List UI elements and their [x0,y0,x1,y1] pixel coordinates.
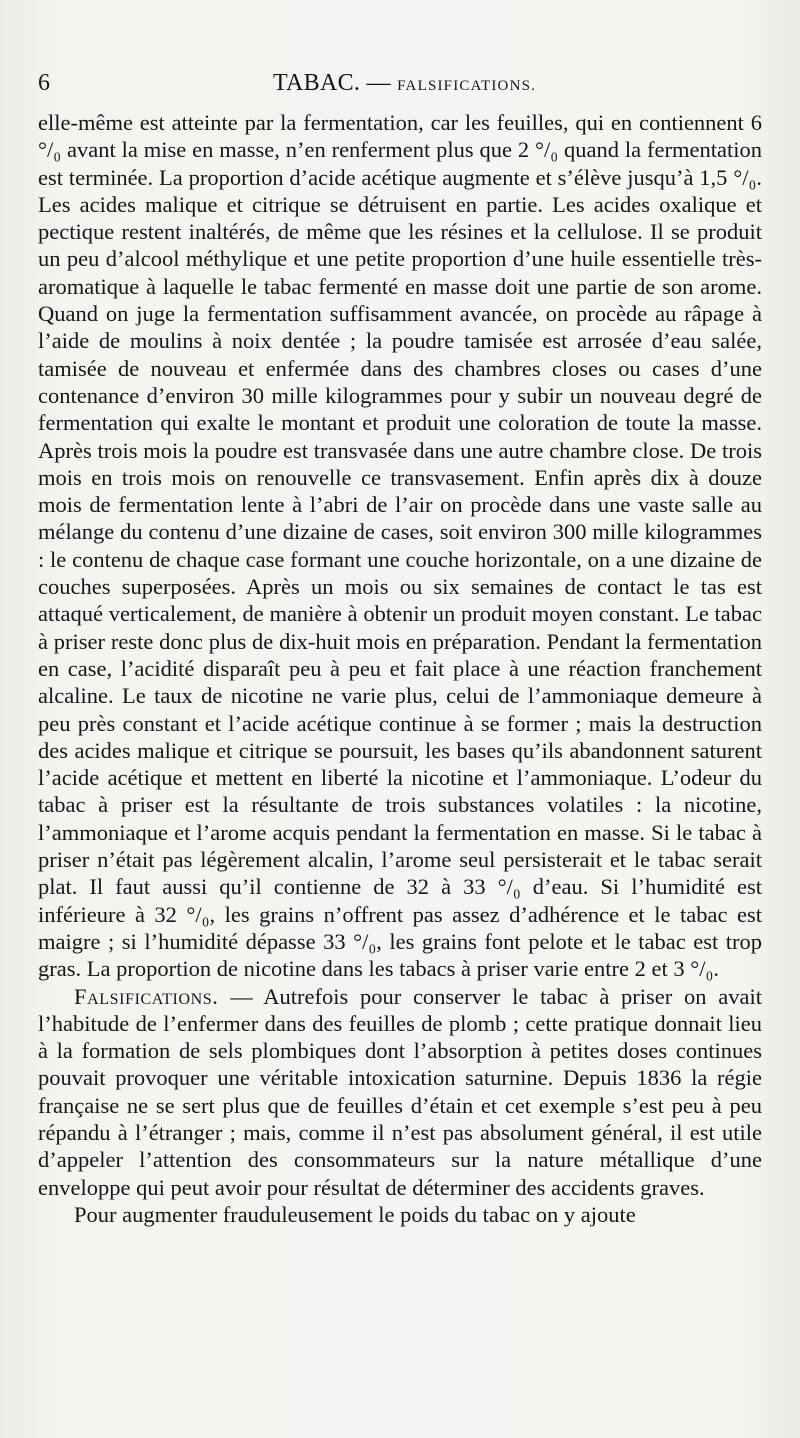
body-text [38,109,762,1228]
running-title [273,70,536,97]
running-title-sub: FALSIFICATIONS. [397,78,537,94]
running-title-dash: — [360,70,398,96]
paragraph-poids: Pour augmenter frauduleusement le poids du tabac on y ajoute [74,1201,636,1227]
running-title-main: TABAC. [273,70,361,96]
paragraph-falsifications-text: — Autrefois pour conserver le tabac à priser on avait l’habitude de l’enfermer dans des feuilles de plomb ; cette pratique donnait lieu à la formation de sels plombiques dont l’absorption à petites doses continues pouvait provoquer une véritable intoxication saturnine. Depuis 1836 la régie française ne se sert plus que de feuilles d’étain et cet exemple s’est peu à peu répandu à l’étranger ; mais, comme il n’est pas absolument général, il est utile d’appeler l’attention des consommateurs sur la nature métallique d’une enveloppe qui peut avoir pour résultat de déterminer des accidents graves. [38,983,762,1200]
section-lead-falsifications: Falsifications. [74,983,219,1009]
paragraph-fermentation: elle-même est atteinte par la fermentation, car les feuilles, qui en contiennent 6 °/₀ avant la mise en masse, n’en renferment plus que 2 °/₀ quand la fermentation est terminée. La proportion d’acide acétique augmente et s’élève jusqu’à 1,5 °/₀. Les acides malique et citrique se détruisent en partie. Les acides oxalique et pectique restent inaltérés, de même que les résines et la cellulose. Il se produit un peu d’alcool méthylique et une petite proportion d’une huile essentielle très-aromatique à laquelle le tabac fermenté en masse doit une partie de son arome. Quand on juge la fermentation suffisamment avancée, on procède au râpage à l’aide de moulins à noix dentée ; la poudre tamisée est arrosée d’eau salée, tamisée de nouveau et enfermée dans des chambres closes ou cases d’une contenance d’environ 30 mille kilogrammes pour y subir un nouveau degré de fermentation qui exalte le montant et produit une coloration de toute la masse. Après trois mois la poudre est transvasée dans une autre chambre close. De trois mois en trois mois on renouvelle ce transvasement. Enfin après dix à douze mois de fermentation lente à l’abri de l’air on procède dans une vaste salle au mélange du contenu d’une dizaine de cases, soit environ 300 mille kilogrammes : le contenu de chaque case formant une couche horizontale, on a une dizaine de couches superposées. Après un mois ou six semaines de contact le tas est attaqué verticalement, de manière à obtenir un produit moyen constant. Le tabac à priser reste donc plus de dix-huit mois en préparation. Pendant la fermentation en case, l’acidité disparaît peu à peu et fait place à une réaction franchement alcaline. Le taux de nicotine ne varie plus, celui de l’ammoniaque demeure à peu près constant et l’acide acétique continue à se former ; mais la destruction des acides malique et citrique se poursuit, les bases qu’ils abandonnent saturent l’acide acétique et mettent en liberté la nicotine et l’ammoniaque. L’odeur du tabac à priser est la résultante de trois substances volatiles : la nicotine, l’ammoniaque et l’arome acquis pendant la fermentation en masse. Si le tabac à priser n’était pas légèrement alcalin, l’arome seul persisterait et le tabac serait plat. Il faut aussi qu’il contienne de 32 à 33 °/₀ d’eau. Si l’humidité est inférieure à 32 °/₀, les grains n’offrent pas assez d’adhérence et le tabac est maigre ; si l’humidité dépasse 33 °/₀, les grains font pelote et le tabac est trop gras. La proportion de nicotine dans les tabacs à priser varie entre 2 et 3 °/₀. [38,110,762,982]
paragraph-falsifications [38,983,762,1201]
page-header [38,70,760,100]
page-number: 6 [38,70,50,96]
